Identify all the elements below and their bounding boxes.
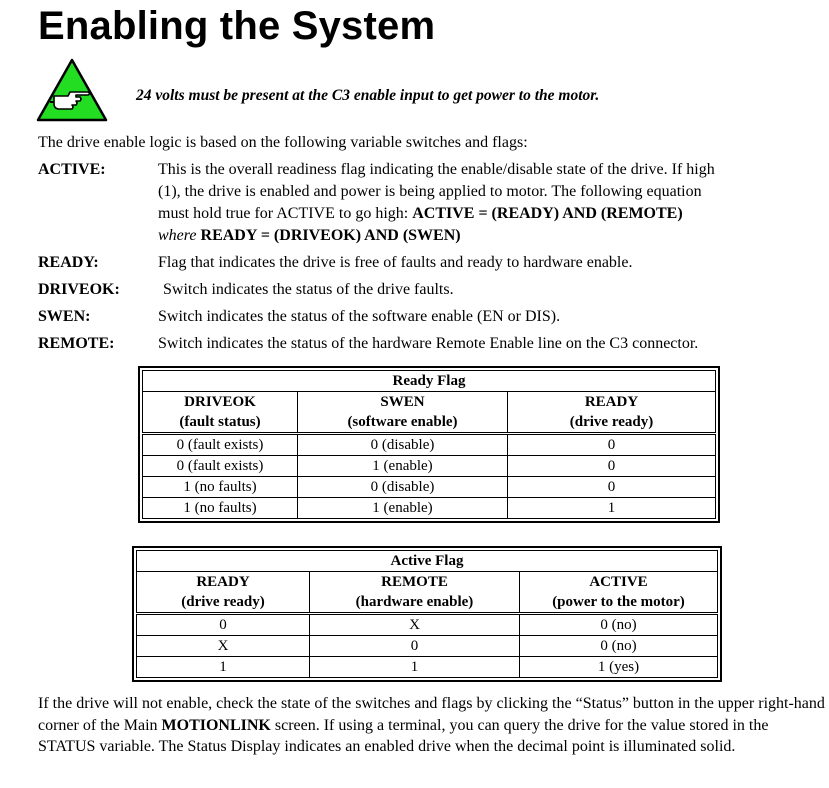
pointing-hand-icon bbox=[36, 58, 108, 122]
page-title: Enabling the System bbox=[38, 4, 436, 48]
closing-text-2: screen. If using a terminal, you can query the drive for the value stored in the STATUS variable. The Status Display indicates an enabled drive when the decimal point is illuminated solid. bbox=[38, 716, 769, 755]
table-cell: 0 (no) bbox=[520, 614, 718, 636]
definitions-list bbox=[38, 159, 828, 355]
desc-active-line1: This is the overall readiness flag indicating the enable/disable state of the drive. If high bbox=[158, 161, 715, 178]
desc-driveok: Switch indicates the status of the drive faults. bbox=[163, 281, 454, 298]
header-line: READY bbox=[584, 394, 639, 410]
active-table-header bbox=[310, 572, 520, 614]
table-cell: 1 (enable) bbox=[298, 498, 508, 519]
closing-text-1: If the drive will not enable, check the state of the switches and flags by clicking the “Status” button in the upper right-hand corner of the Main bbox=[38, 695, 825, 734]
table-row bbox=[137, 657, 718, 678]
term-driveok: DRIVEOK: bbox=[38, 281, 120, 298]
desc-remote: Switch indicates the status of the hardware Remote Enable line on the C3 connector. bbox=[158, 335, 699, 352]
warning-note: 24 volts must be present at the C3 enable input to get power to the motor. bbox=[136, 87, 600, 104]
table-row bbox=[143, 498, 716, 519]
header-sub: (drive ready) bbox=[181, 594, 265, 610]
ready-table-header bbox=[298, 392, 508, 434]
table-cell: 0 (disable) bbox=[298, 477, 508, 498]
active-flag-table bbox=[132, 546, 722, 682]
table-cell: 0 bbox=[508, 477, 716, 498]
table-cell: 0 bbox=[137, 614, 310, 636]
ready-table-title: Ready Flag bbox=[143, 371, 716, 392]
closing-paragraph bbox=[38, 693, 828, 758]
header-line: SWEN bbox=[380, 394, 425, 410]
desc-active-line3 bbox=[158, 203, 828, 225]
active-equation: ACTIVE = (READY) AND (REMOTE) bbox=[412, 205, 683, 222]
table-cell: 1 (no faults) bbox=[143, 498, 298, 519]
table-row bbox=[137, 636, 718, 657]
intro-text: The drive enable logic is based on the following variable switches and flags: bbox=[38, 134, 528, 151]
definition-driveok bbox=[38, 279, 828, 301]
table-row bbox=[143, 456, 716, 477]
desc-active bbox=[158, 159, 828, 247]
header-line: ACTIVE bbox=[589, 574, 648, 590]
active-table-header bbox=[137, 572, 310, 614]
definition-remote bbox=[38, 333, 828, 355]
table-cell: 1 (no faults) bbox=[143, 477, 298, 498]
table-cell: X bbox=[310, 614, 520, 636]
term-remote: REMOTE: bbox=[38, 335, 115, 352]
table-cell: 1 bbox=[137, 657, 310, 678]
table-cell: 0 bbox=[508, 434, 716, 456]
term-ready: READY: bbox=[38, 254, 99, 271]
desc-active-line3-text: must hold true for ACTIVE to go high: bbox=[158, 205, 413, 222]
table-cell: 1 bbox=[508, 498, 716, 519]
active-table-header bbox=[520, 572, 718, 614]
header-sub: (hardware enable) bbox=[355, 594, 474, 610]
desc-active-line4 bbox=[158, 225, 828, 247]
desc-active-line2: (1), the drive is enabled and power is being applied to motor. The following equation bbox=[158, 183, 702, 200]
table-row bbox=[143, 477, 716, 498]
motionlink-name: MOTIONLINK bbox=[161, 716, 271, 734]
desc-ready: Flag that indicates the drive is free of faults and ready to hardware enable. bbox=[158, 254, 633, 271]
table-row bbox=[143, 434, 716, 456]
definition-ready bbox=[38, 252, 828, 274]
ready-equation: READY = (DRIVEOK) AND (SWEN) bbox=[200, 227, 461, 244]
table-cell: 0 (no) bbox=[520, 636, 718, 657]
header-sub: (fault status) bbox=[179, 414, 261, 430]
term-swen: SWEN: bbox=[38, 308, 91, 325]
definition-swen bbox=[38, 306, 828, 328]
table-cell: 0 (fault exists) bbox=[143, 456, 298, 477]
header-line: REMOTE bbox=[381, 574, 448, 590]
term-active: ACTIVE: bbox=[38, 161, 106, 178]
where-word: where bbox=[158, 227, 197, 244]
header-line: READY bbox=[196, 574, 250, 590]
table-cell: 0 (disable) bbox=[298, 434, 508, 456]
table-cell: 0 bbox=[508, 456, 716, 477]
table-cell: 1 bbox=[310, 657, 520, 678]
table-cell: 0 bbox=[310, 636, 520, 657]
header-sub: (drive ready) bbox=[569, 414, 654, 430]
desc-swen: Switch indicates the status of the software enable (EN or DIS). bbox=[158, 308, 561, 325]
definition-active bbox=[38, 159, 828, 247]
table-row bbox=[137, 614, 718, 636]
ready-flag-table bbox=[138, 366, 720, 523]
ready-table-header bbox=[508, 392, 716, 434]
header-line: DRIVEOK bbox=[184, 394, 256, 410]
table-cell: X bbox=[137, 636, 310, 657]
table-cell: 0 (fault exists) bbox=[143, 434, 298, 456]
header-sub: (power to the motor) bbox=[552, 594, 685, 610]
active-table-title: Active Flag bbox=[137, 551, 718, 572]
ready-table-header bbox=[143, 392, 298, 434]
table-cell: 1 (yes) bbox=[520, 657, 718, 678]
table-cell: 1 (enable) bbox=[298, 456, 508, 477]
header-sub: (software enable) bbox=[347, 414, 458, 430]
